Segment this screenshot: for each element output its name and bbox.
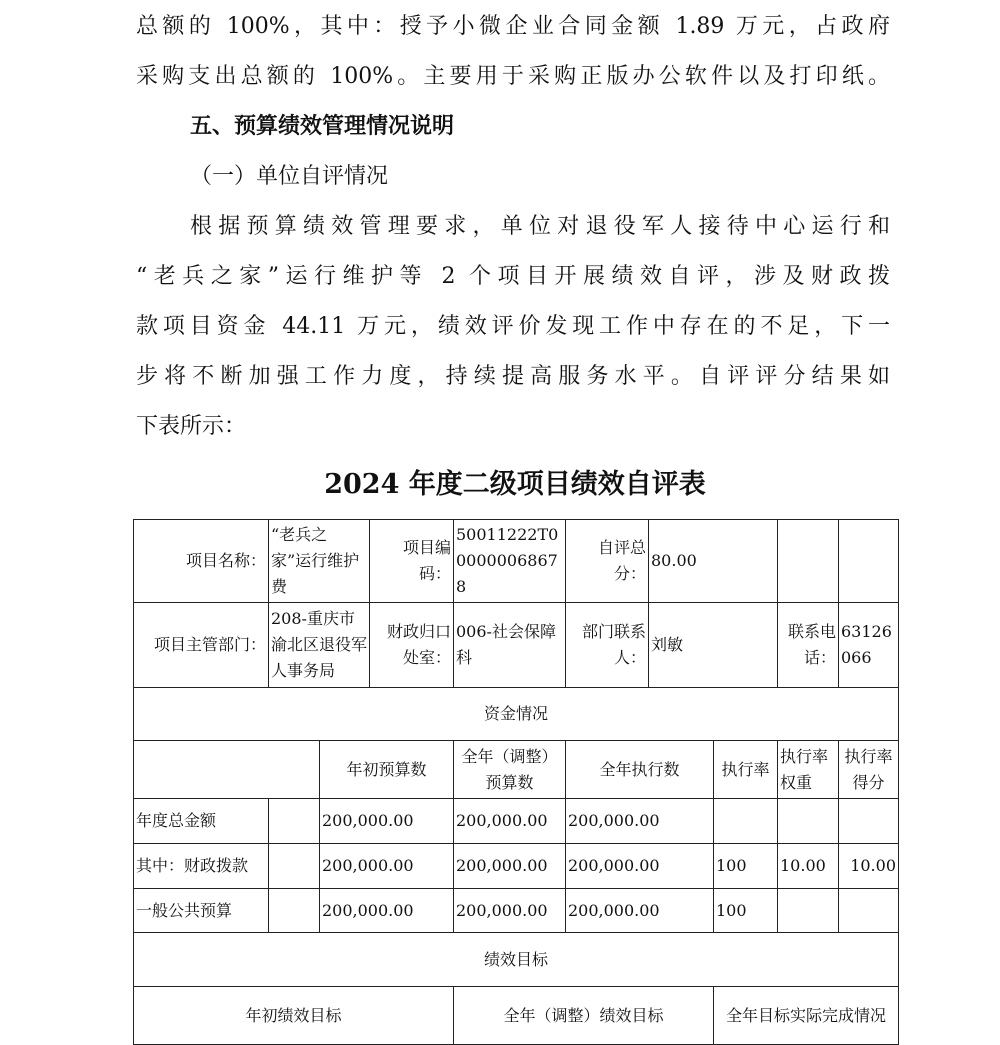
weight <box>778 799 839 844</box>
empty-cell <box>839 520 899 603</box>
executed: 200,000.00 <box>566 799 714 844</box>
contact-label: 部门联系人： <box>566 603 649 688</box>
dept-label: 项目主管部门： <box>134 603 269 688</box>
col-header: 年初预算数 <box>320 741 454 799</box>
weight: 10.00 <box>778 844 839 889</box>
office: 006-社会保障科 <box>454 603 566 688</box>
score: 10.00 <box>839 844 899 889</box>
initial-budget: 200,000.00 <box>320 799 454 844</box>
row-label: 年度总金额 <box>134 799 269 844</box>
col-header: 年初绩效目标 <box>134 987 454 1045</box>
paragraph-line: 根据预算绩效管理要求，单位对退役军人接待中心运行和 <box>190 214 890 239</box>
phone: 63126066 <box>839 603 899 688</box>
initial-budget: 200,000.00 <box>320 889 454 933</box>
rate <box>714 799 778 844</box>
self-score: 80.00 <box>649 520 778 603</box>
rate: 100 <box>714 844 778 889</box>
col-header: 执行率权重 <box>778 741 839 799</box>
col-header: 全年（调整）预算数 <box>454 741 566 799</box>
col-header: 全年目标实际完成情况 <box>714 987 899 1045</box>
row-label: 一般公共预算 <box>134 889 269 933</box>
empty-cell <box>269 889 320 933</box>
empty-cell <box>778 520 839 603</box>
table-title: 2024 年度二级项目绩效自评表 <box>324 469 706 500</box>
project-name: “老兵之家”运行维护费 <box>269 520 370 603</box>
project-code-label: 项目编码： <box>370 520 454 603</box>
col-header: 执行率得分 <box>839 741 899 799</box>
paragraph-line: “老兵之家”运行维护等 2 个项目开展绩效自评，涉及财政拨 <box>136 264 890 289</box>
contact: 刘敏 <box>649 603 778 688</box>
adjusted-budget: 200,000.00 <box>454 889 566 933</box>
adjusted-budget: 200,000.00 <box>454 799 566 844</box>
rate: 100 <box>714 889 778 933</box>
section-heading: 五、预算绩效管理情况说明 <box>190 114 455 139</box>
paragraph-line: 步将不断加强工作力度，持续提高服务水平。自评评分结果如 <box>136 364 890 389</box>
table-row <box>134 844 899 889</box>
score-label: 自评总分： <box>566 520 649 603</box>
executed: 200,000.00 <box>566 889 714 933</box>
funds-section-header: 资金情况 <box>134 688 899 741</box>
paragraph-line: 下表所示： <box>136 414 247 439</box>
col-header: 全年执行数 <box>566 741 714 799</box>
empty-cell <box>134 741 320 799</box>
paragraph-line: 款项目资金 44.11 万元，绩效评价发现工作中存在的不足，下一 <box>136 314 890 339</box>
empty-cell <box>269 799 320 844</box>
score <box>839 799 899 844</box>
weight <box>778 889 839 933</box>
score <box>839 889 899 933</box>
subsection-heading: （一）单位自评情况 <box>190 164 389 189</box>
project-code: 50011222T000000068678 <box>454 520 566 603</box>
col-header: 执行率 <box>714 741 778 799</box>
paragraph-line: 采购支出总额的 100%。主要用于采购正版办公软件以及打印纸。 <box>136 64 890 89</box>
office-label: 财政归口处室： <box>370 603 454 688</box>
performance-table <box>133 519 899 1045</box>
initial-budget: 200,000.00 <box>320 844 454 889</box>
row-label: 其中：财政拨款 <box>134 844 269 889</box>
phone-label: 联系电话： <box>778 603 839 688</box>
table-row <box>134 799 899 844</box>
col-header: 全年（调整）绩效目标 <box>454 987 714 1045</box>
executed: 200,000.00 <box>566 844 714 889</box>
adjusted-budget: 200,000.00 <box>454 844 566 889</box>
paragraph-line: 总额的 100%，其中：授予小微企业合同金额 1.89 万元，占政府 <box>136 14 890 39</box>
project-name-label: 项目名称： <box>134 520 269 603</box>
dept: 208-重庆市渝北区退役军人事务局 <box>269 603 370 688</box>
table-row <box>134 889 899 933</box>
goals-section-header: 绩效目标 <box>134 933 899 987</box>
empty-cell <box>269 844 320 889</box>
